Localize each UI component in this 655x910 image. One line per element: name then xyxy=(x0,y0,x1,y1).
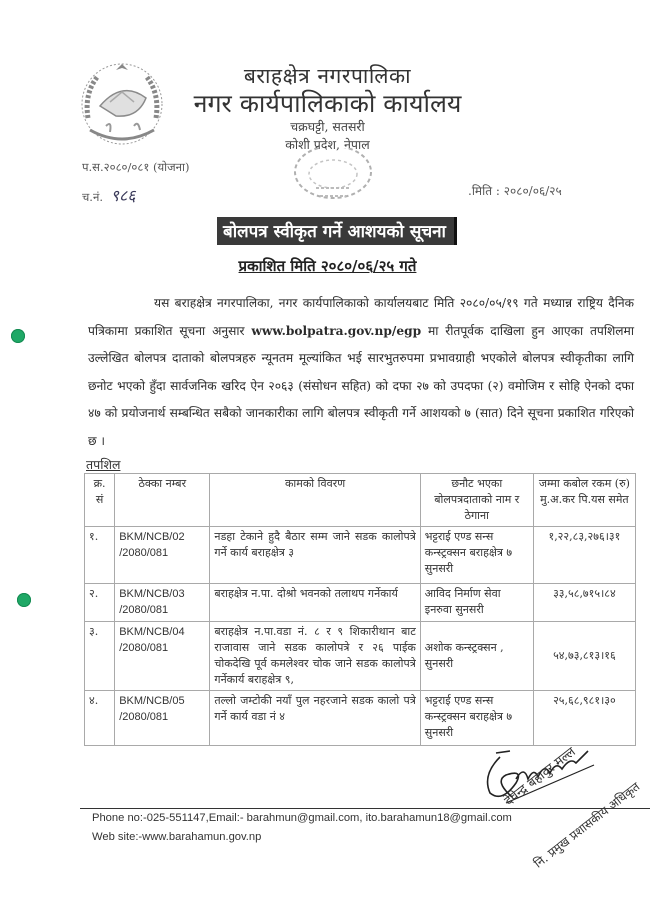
row-bid-amount: ५४,७३,८१३।१६ xyxy=(533,622,635,691)
signer-name: देवेन्द्र बहादुर मल्ल xyxy=(501,744,579,810)
green-marker-dot xyxy=(17,593,31,607)
row-contract-number: BKM/NCB/04 /2080/081 xyxy=(115,622,210,691)
row-selected-bidder: भट्टराई एण्ड सन्स कन्स्ट्रक्सन बराहक्षेत्र ७ सुनसरी xyxy=(420,691,533,746)
row-work-description: तल्लो जम्टोकी नयाँ पुल नहरजाने सडक कालो पत्रे गर्ने कार्य वडा नं ४ xyxy=(210,691,420,746)
row-selected-bidder: भट्टराई एण्ड सन्स कन्स्ट्रक्सन बराहक्षेत्र ७ सुनसरी xyxy=(420,527,533,584)
footer-contact: Phone no:-025-551147,Email:- barahmun@gmail.com, ito.barahamun18@gmail.com xyxy=(92,812,512,824)
green-marker-dot xyxy=(11,329,25,343)
table-row xyxy=(85,691,636,746)
address-line-1: चक्रघट्टी, सतसरी xyxy=(290,119,365,134)
row-contract-number: BKM/NCB/03 /2080/081 xyxy=(115,584,210,622)
row-bid-amount: २५,६८,९८१।३० xyxy=(533,691,635,746)
header-work-description: कामको विवरण xyxy=(210,474,420,527)
row-work-description: नडहा टेकाने हुदै बैठार सम्म जाने सडक कालोपत्रे गर्ने कार्य बराहक्षेत्र ३ xyxy=(210,527,420,584)
row-selected-bidder: अशोक कन्स्ट्रक्सन , सुनसरी xyxy=(420,622,533,691)
notice-body xyxy=(88,290,634,455)
row-work-description: बराहक्षेत्र न.पा. दोश्रो भवनको तलाथप गर्नेकार्य xyxy=(210,584,420,622)
row-serial: २. xyxy=(85,584,115,622)
address-line-2: कोशी प्रदेश, नेपाल xyxy=(285,137,370,152)
bolpatra-link[interactable]: www.bolpatra.gov.np/egp xyxy=(251,323,422,338)
office-stamp xyxy=(288,148,378,208)
row-bid-amount: ३३,५८,७१५।८४ xyxy=(533,584,635,622)
notice-title: बोलपत्र स्वीकृत गर्ने आशयको सूचना xyxy=(217,217,457,245)
row-selected-bidder: आविद निर्माण सेवा इनरुवा सुनसरी xyxy=(420,584,533,622)
header-bid-amount: जम्मा कबोल रकम (रु) मु.अ.कर पि.यस समेत xyxy=(533,474,635,527)
municipality-name: बराहक्षेत्र नगरपालिका xyxy=(243,64,412,88)
signer-title: नि. प्रमुख प्रशासकीय अधिकृत xyxy=(531,779,643,871)
reference-number: प.स.२०८०/०८१ (योजना) xyxy=(82,160,190,174)
row-work-description: बराहक्षेत्र न.पा.वडा नं. ८ र ९ शिकारीथान बाट राजावास जाने सडक कालोपत्रे र २६ पाईक चोकदेखि पूर्व कमलेश्वर चोक जाने सडक कालोपत्रे गर्नेकार्य बराहक्षेत्र ९, xyxy=(210,622,420,691)
dispatch-number-label: च.नं. xyxy=(82,190,103,204)
published-date-text: प्रकाशित मिति २०८०/०६/२५ गते xyxy=(238,257,417,275)
row-contract-number: BKM/NCB/05 /2080/081 xyxy=(115,691,210,746)
body-text-part-1: यस बराहक्षेत्र नगरपालिका, नगर कार्यपालिकाको कार्यालयबाट मिति २०८०/०५/१९ गते मध्यान्न राष्ट्रिय दैनिक पत्रिकामा प्रकाशित सूचना अनुसार xyxy=(88,296,634,338)
published-date xyxy=(0,256,655,276)
footer-divider xyxy=(80,808,650,809)
row-bid-amount: १,२२,८३,२७६।३१ xyxy=(533,527,635,584)
bid-acceptance-table xyxy=(84,473,636,746)
table-row xyxy=(85,584,636,622)
header-selected-bidder: छनौट भएका बोलपत्रदाताको नाम र ठेगाना xyxy=(420,474,533,527)
footer-website: Web site:-www.barahamun.gov.np xyxy=(92,831,262,843)
row-serial: ३. xyxy=(85,622,115,691)
row-serial: ४. xyxy=(85,691,115,746)
row-serial: १. xyxy=(85,527,115,584)
dispatch-number-value: ९८६ xyxy=(110,186,136,205)
schedule-label: तपशिल xyxy=(86,457,121,472)
table-row xyxy=(85,527,636,584)
dispatch-number xyxy=(82,184,136,206)
table-row xyxy=(85,622,636,691)
table-header-row xyxy=(85,474,636,527)
header-contract-number: ठेक्का नम्बर xyxy=(115,474,210,527)
header-serial: क्र. सं xyxy=(85,474,115,527)
office-name: नगर कार्यपालिकाको कार्यालय xyxy=(193,89,462,118)
body-text-part-2: मा रीतपूर्वक दाखिला हुन आएका तपशिलमा उल्लेखित बोलपत्र दाताको बोलपत्रहरु न्यूनतम मूल्यांकित भई सारभुतरुपमा प्रभावग्राही भएकोले बोलपत्र स्वीकृतीका लागि छनोट भएको हुँदा सार्वजनिक खरिद ऐन २०६३ (संसोधन सहित) को दफा २७ को उपदफा (२) वमोजिम र सोहि ऐनको दफा ४७ को प्रयोजनार्थ सम्बन्धित सबैको जानकारीका लागि बोलपत्र स्वीकृती गर्ने आशयको ७ (सात) दिने सूचना प्रकाशित गरिएको छ । xyxy=(88,323,634,448)
letter-date: .मिति : २०८०/०६/२५ xyxy=(468,184,562,198)
row-contract-number: BKM/NCB/02 /2080/081 xyxy=(115,527,210,584)
